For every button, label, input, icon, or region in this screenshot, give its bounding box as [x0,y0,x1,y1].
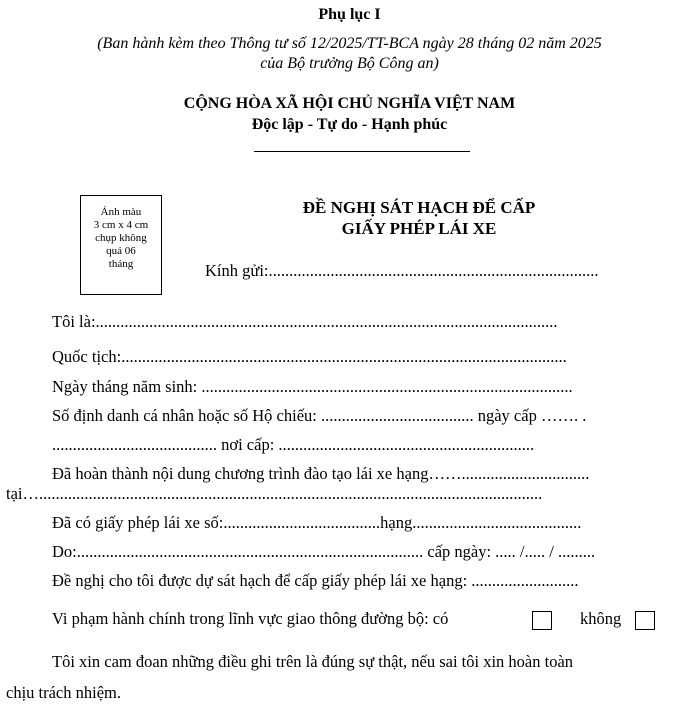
training-place-field[interactable]: tại….......................................................................................................................... [6,484,543,503]
training-class-field[interactable]: Đã hoàn thành nội dung chương trình đào tạo lái xe hạng……............................... [52,464,590,483]
commitment-line1: Tôi xin cam đoan những điều ghi trên là đúng sự thật, nếu sai tôi xin hoàn toàn [52,652,574,671]
id-issue-place-field[interactable]: ........................................ nơi cấp: .............................................................. [52,435,535,454]
photo-text-line2: 3 cm x 4 cm [93,219,149,231]
violation-yes-checkbox[interactable] [532,611,552,630]
nationality-field[interactable]: Quốc tịch:............................................................................................................ [52,347,567,366]
national-motto: Độc lập - Tự do - Hạnh phúc [251,116,448,133]
commitment-line2: chịu trách nhiệm. [6,683,122,702]
license-issuer-field[interactable]: Do:.................................................................................... cấp ngày: ..... /..... / ......... [52,542,596,561]
photo-text-line3: chụp không [95,232,147,244]
requested-class-field[interactable]: Đề nghị cho tôi được dự sát hạch để cấp giấy phép lái xe hạng: .......................... [52,571,579,590]
photo-text-line5: tháng [108,258,134,270]
issued-note-line1: (Ban hành kèm theo Thông tư số 12/2025/TT-BCA ngày 28 tháng 02 năm 2025 [97,35,602,52]
photo-text-line4: quá 06 [106,245,136,257]
form-title-line2: GIẤY PHÉP LÁI XE [341,219,497,238]
photo-placeholder-box [80,195,162,295]
appendix-title: Phụ lục I [318,6,381,23]
full-name-field[interactable]: Tôi là:................................................................................................................ [52,312,558,331]
id-number-field[interactable]: Số định danh cá nhân hoặc số Hộ chiếu: ..................................... ngày cấp ……. . [52,406,587,425]
violation-no-label: không [580,609,622,628]
recipient-field[interactable]: Kính gửi:................................................................................ [205,261,599,280]
issued-note-line2: của Bộ trưởng Bộ Công an) [260,55,439,72]
form-title-line1: ĐỀ NGHỊ SÁT HẠCH ĐỂ CẤP [302,198,536,217]
motto-underline [254,151,470,152]
photo-text-line1: Ảnh màu [100,206,142,218]
violation-question: Vi phạm hành chính trong lĩnh vực giao thông đường bộ: có [52,609,449,628]
existing-license-field[interactable]: Đã có giấy phép lái xe số:......................................hạng......................................... [52,513,582,532]
country-name: CỘNG HÒA XÃ HỘI CHỦ NGHĨA VIỆT NAM [183,95,516,112]
date-of-birth-field[interactable]: Ngày tháng năm sinh: .......................................................................................... [52,377,573,396]
violation-no-checkbox[interactable] [635,611,655,630]
